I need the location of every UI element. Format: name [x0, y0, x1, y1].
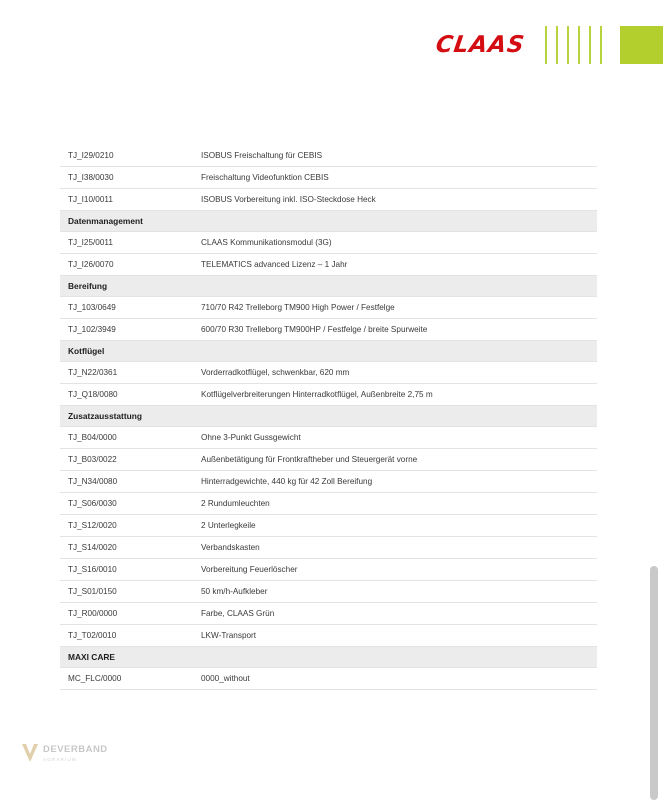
item-code: TJ_S14/0020: [68, 543, 117, 552]
table-row: [60, 297, 597, 319]
item-description: Kotflügelverbreiterungen Hinterradkotflügel, Außenbreite 2,75 m: [201, 390, 433, 399]
item-code: TJ_I29/0210: [68, 151, 114, 160]
item-description: Hinterradgewichte, 440 kg für 42 Zoll Bereifung: [201, 477, 373, 486]
table-row: [60, 515, 597, 537]
item-code: TJ_B04/0000: [68, 433, 117, 442]
item-description: 2 Rundumleuchten: [201, 499, 270, 508]
item-code: TJ_N22/0361: [68, 368, 118, 377]
item-description: Vorbereitung Feuerlöscher: [201, 565, 298, 574]
watermark-sub: AGRARIUM: [43, 757, 77, 762]
item-description: Außenbetätigung für Frontkraftheber und Steuergerät vorne: [201, 455, 418, 464]
table-row: [60, 449, 597, 471]
section-header: Zusatzausstattung: [60, 406, 597, 427]
table-row: [60, 167, 597, 189]
item-code: TJ_I10/0011: [68, 195, 113, 204]
item-code: TJ_I25/0011: [68, 238, 113, 247]
item-description: Freischaltung Videofunktion CEBIS: [201, 173, 329, 182]
watermark-logo-icon: [20, 742, 40, 764]
scrollbar-thumb[interactable]: [650, 566, 658, 800]
section-header: Kotflügel: [60, 341, 597, 362]
item-description: TELEMATICS advanced Lizenz – 1 Jahr: [201, 260, 348, 269]
item-description: Ohne 3-Punkt Gussgewicht: [201, 433, 301, 442]
table-row: [60, 254, 597, 276]
table-row: [60, 668, 597, 690]
claas-logo-text: CLAAS: [434, 32, 527, 58]
claas-logo: [436, 26, 663, 64]
item-code: TJ_I26/0070: [68, 260, 114, 269]
table-row: [60, 319, 597, 341]
table-row: [60, 145, 597, 167]
item-code: TJ_I38/0030: [68, 173, 114, 182]
table-row: [60, 384, 597, 406]
item-description: CLAAS Kommunikationsmodul (3G): [201, 238, 332, 247]
table-row: [60, 232, 597, 254]
item-code: TJ_T02/0010: [68, 631, 117, 640]
table-row: [60, 537, 597, 559]
table-row: [60, 603, 597, 625]
item-description: 710/70 R42 Trelleborg TM900 High Power / Festfelge: [201, 303, 395, 312]
item-code: TJ_S16/0010: [68, 565, 117, 574]
item-code: TJ_Q18/0080: [68, 390, 118, 399]
item-code: TJ_102/3949: [68, 325, 116, 334]
item-code: TJ_B03/0022: [68, 455, 117, 464]
table-row: [60, 189, 597, 211]
item-description: LKW-Transport: [201, 631, 257, 640]
table-row: [60, 493, 597, 515]
section-header: MAXI CARE: [60, 647, 597, 668]
logo-green-block: [620, 26, 663, 64]
section-header: Bereifung: [60, 276, 597, 297]
item-code: TJ_S12/0020: [68, 521, 117, 530]
item-description: Verbandskasten: [201, 543, 260, 552]
equipment-table: [60, 145, 597, 690]
item-description: 2 Unterlegkeile: [201, 521, 256, 530]
item-code: TJ_103/0649: [68, 303, 116, 312]
item-description: 600/70 R30 Trelleborg TM900HP / Festfelge / breite Spurweite: [201, 325, 428, 334]
item-code: TJ_R00/0000: [68, 609, 118, 618]
table-row: [60, 559, 597, 581]
item-description: ISOBUS Freischaltung für CEBIS: [201, 151, 323, 160]
item-description: Farbe, CLAAS Grün: [201, 609, 275, 618]
section-header: Datenmanagement: [60, 211, 597, 232]
item-description: 0000_without: [201, 674, 250, 683]
item-description: Vorderradkotflügel, schwenkbar, 620 mm: [201, 368, 350, 377]
table-row: [60, 362, 597, 384]
item-code: TJ_N34/0080: [68, 477, 118, 486]
item-code: TJ_S01/0150: [68, 587, 117, 596]
watermark-name: DEVERBAND: [43, 744, 108, 755]
item-code: TJ_S06/0030: [68, 499, 117, 508]
item-code: MC_FLC/0000: [68, 674, 122, 683]
table-row: [60, 581, 597, 603]
table-row: [60, 471, 597, 493]
item-description: ISOBUS Vorbereitung inkl. ISO-Steckdose Heck: [201, 195, 376, 204]
table-row: [60, 427, 597, 449]
table-row: [60, 625, 597, 647]
item-description: 50 km/h-Aufkleber: [201, 587, 268, 596]
watermark: [20, 742, 140, 766]
